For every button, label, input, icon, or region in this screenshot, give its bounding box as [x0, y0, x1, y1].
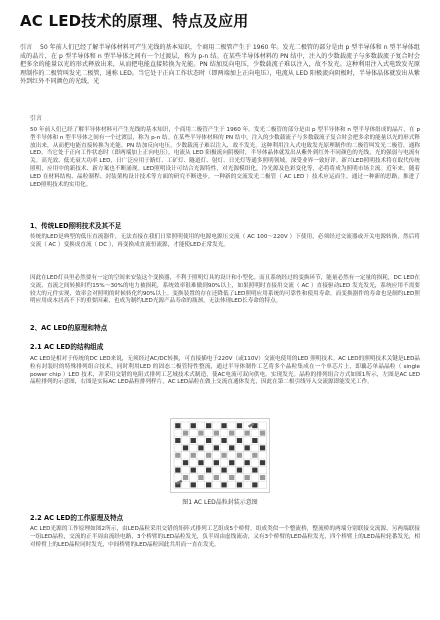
- led-die: [260, 460, 265, 465]
- led-die: [260, 445, 265, 450]
- led-die: [252, 482, 257, 487]
- led-die: [252, 438, 257, 443]
- section2-paragraph-2: AC LED光源的工作原理如图2所示，由LED晶粒采用交错的矩阵式排列工艺组成5个桥臂，组成类似一个整流桥，整流桥的两端分别联接交流源，另两端联接一组LED晶粒，交流的正半周由流经电路，3个桥臂的LED晶粒发光，负半周由虚线流动，又有3个桥臂的LED晶粒发光，四个桥臂上的LED晶粒轮番发光，相对桥臂上的LED晶粒同时发光，中间桥臂的LED晶粒因此共用而一直在发光。: [30, 526, 420, 548]
- section1-heading: 1、传统LED照明技术及其不足: [30, 222, 122, 230]
- led-chip-layout-figure: [170, 418, 270, 493]
- led-die: [237, 453, 242, 458]
- led-die: [252, 468, 257, 473]
- led-die: [221, 423, 226, 428]
- led-die: [221, 453, 226, 458]
- led-die: [183, 475, 188, 480]
- led-die: [191, 453, 196, 458]
- led-die: [206, 438, 211, 443]
- led-die: [191, 468, 196, 473]
- led-die: [252, 453, 257, 458]
- led-die: [175, 423, 180, 428]
- led-die: [175, 453, 180, 458]
- led-die: [245, 460, 250, 465]
- led-die: [191, 423, 196, 428]
- led-die: [237, 468, 242, 473]
- section2-subheading-2: 2.2 AC LED的工作原理及特点: [30, 514, 124, 522]
- intro2-paragraph: 50 年前人们已经了解半导体材料可产生光线的基本知识，个商用二极管产生于 1960 年。发光二极管的部分是由 p 型半导体和 n 型半导体组成的晶片，在 p 型半导体和 n 型半导体之间有一个过渡层，称为 p-n 结。在某些半导体材料的 PN 结中，注入的少数载流子与多数载流子复合时会把多余的能量以光的形式释放出来，从而把电能直接转换为光能。PN 结加反向电压，少数载流子难以注入，故不发光。这种利用注入式电致发光原理制作的二极管叫发光二极管，通称 LED。当它处于正向工作状态时（即两端加上正向电压），电流从 LED 阳极流向阴极时，半导体晶体就发出从紫外到红外不同颜色的光线，光的强弱与电流有关。高光效、低光衰大功率 LED，日广泛应用于路灯、工矿灯、隧道灯、射灯、日光灯等通多照明领域，深受业界一致好评。新兴LED照明技术将在取代传统照明，应用中的新技术、新方案也不断涌现。LED照明设计可结合光源特性，对光源模组化，冷光源及色彩变化等，必将将成为照明市场主流。近年来，随着 LED 在材料结构、晶粒制程、封装架构设计技术等方面的研究不断进步，一种新的交流发光二极管（ AC LED ）技术应运而生，通过一种新的思路，推进了 LED照明技术的实用化。: [30, 127, 420, 188]
- led-die: [260, 475, 265, 480]
- led-die: [229, 445, 234, 450]
- led-die: [198, 460, 203, 465]
- led-die: [214, 460, 219, 465]
- led-die: [206, 482, 211, 487]
- led-die: [260, 431, 265, 436]
- led-die: [229, 460, 234, 465]
- led-die: [221, 468, 226, 473]
- intro-text: 50 年前人们已经了解半导体材料可产生光线的基本知识，个商用二极管产生于 1960 年。发光二极管的部分是由 p 型半导体和 n 型半导体组成的晶片，在 p 型半导体和 n 型半导体之间有一个过渡层，称为 p-n 结。在某些半导体材料的 PN 结中，注入的少数载流子与多数载流子复合时会把多余的能量以光的形式释放出来，从而把电能直接转换为光能。PN 结加反向电压，少数载流子难以注入，故不发光。这种利用注入式电致发光原理制作的二极管叫发光二极管，通称 LED。当它处于正向工作状态时（即两端加上正向电压），电流从 LED 阳极流向阴极时，半导体晶体就发出从紫外到红外不同颜色的光线，光: [20, 44, 421, 86]
- led-die: [245, 445, 250, 450]
- section2-paragraph-1: AC LED是相对于传统的DC LED来说，无须经过AC/DC转换，可直接插电于220V（或110V）交流电使用的LED 照明技术。AC LED的照明技术关键是LED晶粒有封装时的特殊排列组合技术，同时利用LED 的固态二极管特性整流，通过半导体制作工艺将多个晶粒集成在一个单芯片上，即藕芯单晶晶粒（ single power chip ）LED 技术，并采用交错的电阻式排列工艺域技术式制造，使AC电流可双向供电，实现发光。晶粒的排列组合方式如图1所示，左图是AC LED晶粒排列的示意图，右图是实际AC LED晶粒排列样片，AC LED晶粒在做上交流直通体发光，因此在第二根引线导入交流源即能发光工作。: [30, 356, 420, 386]
- led-die: [183, 445, 188, 450]
- led-die: [198, 475, 203, 480]
- led-die: [206, 453, 211, 458]
- intro2-label: 引言: [30, 115, 43, 122]
- led-die: [221, 482, 226, 487]
- led-die: [237, 482, 242, 487]
- led-die: [237, 423, 242, 428]
- led-die: [175, 468, 180, 473]
- led-die: [245, 475, 250, 480]
- led-die: [214, 431, 219, 436]
- led-die: [183, 431, 188, 436]
- led-die: [214, 445, 219, 450]
- figure-caption: 图1 AC LED晶粒封装示意图: [182, 499, 258, 506]
- led-die: [183, 460, 188, 465]
- led-die: [198, 445, 203, 450]
- section1-paragraph-1: 传统的LED是典型的低压直流器件，无法直接在我们日常照明使用的电源电源压交流（ AC 100～220V ）下使用，必须经过交流器或开关电源转换，然后将交流（ AC ）变换成直流（ DC ），再变换成直流恒流源，才能使LED正常发光。: [30, 234, 420, 248]
- section2-subheading-1: 2.1 AC LED的结构组成: [30, 343, 104, 351]
- led-die: [191, 438, 196, 443]
- document-title: AC LED技术的原理、特点及应用: [20, 12, 249, 30]
- led-die: [198, 431, 203, 436]
- intro-paragraph: [20, 44, 420, 87]
- section1-paragraph-2: 因此在LED灯具里必然要有一定的空间来安装这个变换器，不利于照明灯具的设计和小型化。而且系统经过的变换环节，能量必然有一定量的损耗，DC LED在交流、直流之间转换时约15%～30%的电力被损耗，系统效率很难做到90%以上，如果照明时直接用交流（ AC ）直接驱动LED 发光发光，系统应用不需要较大的元件实现，效率会对照明的时候转化约90%以上。变换装置的存在还降低了LED照明应用系统的可靠性和使用寿命，而变换器件的寿命也是制约LED照明应用成本居高不下的重要因素，也成为制约LED光源产品寿命的瓶颈，无法体现LED长寿命的特点。: [30, 275, 420, 305]
- led-die: [229, 475, 234, 480]
- led-die: [206, 468, 211, 473]
- section2-heading: 2、AC LED的原理和特点: [30, 324, 108, 332]
- intro-label: 引言: [20, 44, 33, 51]
- led-die: [229, 431, 234, 436]
- led-die: [175, 438, 180, 443]
- led-die: [221, 438, 226, 443]
- led-die: [206, 423, 211, 428]
- led-die: [237, 438, 242, 443]
- led-die: [214, 475, 219, 480]
- led-die: [191, 482, 196, 487]
- led-die: [245, 431, 250, 436]
